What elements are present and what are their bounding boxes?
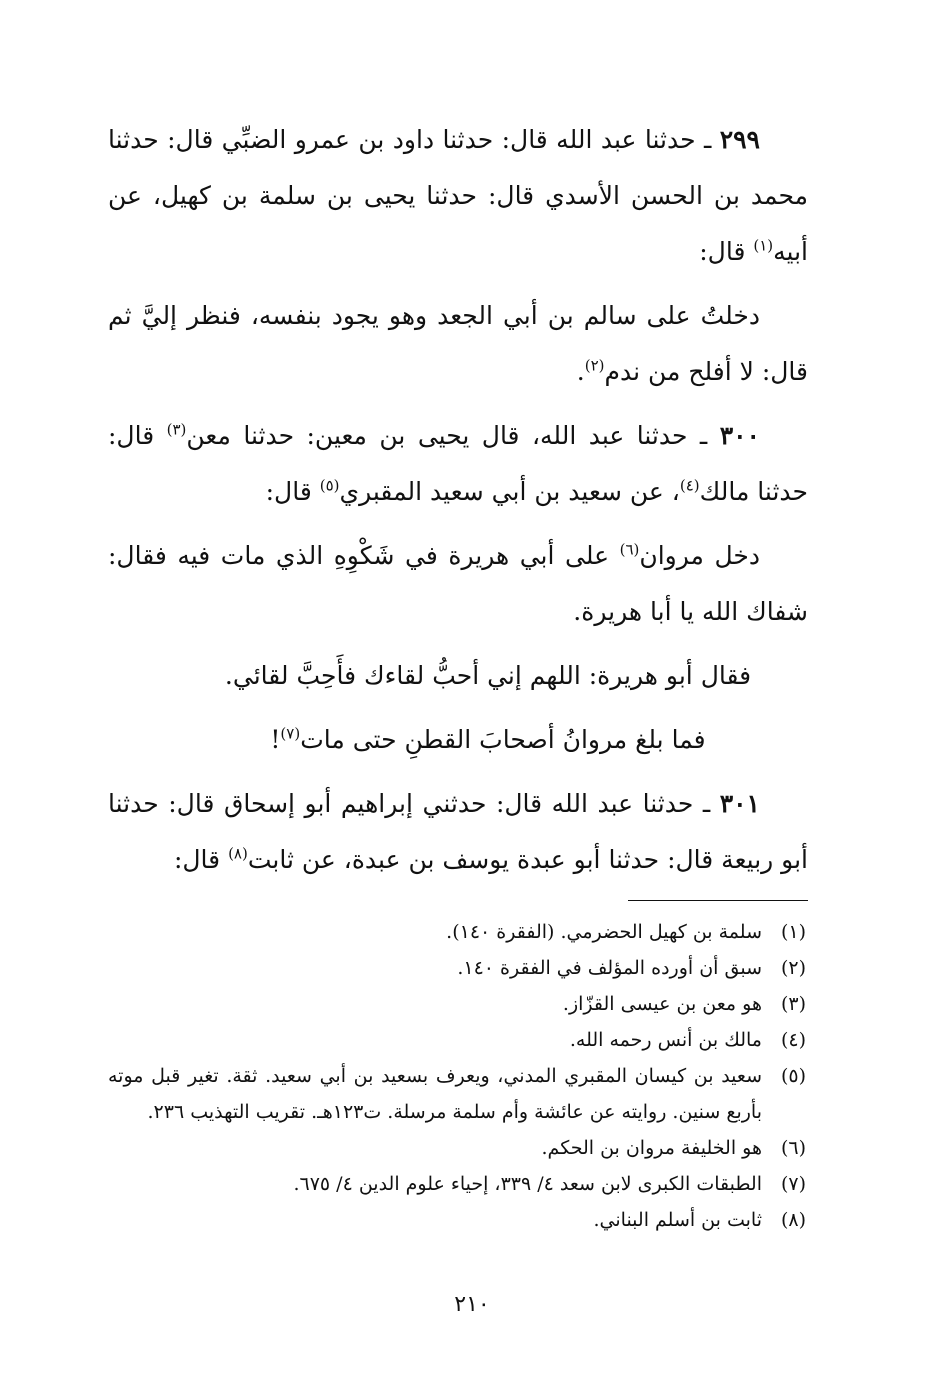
footnote-marker: (٨) [228,844,248,863]
footnote-text: هو الخليفة مروان بن الحكم. [541,1137,762,1159]
footnote [108,1022,808,1058]
paragraph-text: . [576,357,585,386]
paragraph-text: قال: [265,477,320,506]
paragraph-text: فما بلغ مروانُ أصحابَ القطنِ حتى مات [300,725,706,754]
footnote-text: هو معن بن عيسى القزّاز. [562,993,762,1015]
footnote [108,950,808,986]
footnote-number: (٥) [780,1065,806,1087]
paragraph-text: على أبي هريرة في شَكْوِهِ الذي مات فيه فقال: شفاك الله يا أبا هريرة. [108,541,808,626]
footnote-text: سبق أن أورده المؤلف في الفقرة ١٤٠. [457,957,762,979]
main-text [108,112,808,896]
paragraph-text: ـ حدثنا عبد الله، قال يحيى بن معين: حدثنا معن [186,421,720,450]
footnote-number: (٦) [780,1137,806,1159]
footnote-marker: (٧) [280,724,301,743]
paragraph-narration [108,288,808,400]
footnote [108,1130,808,1166]
paragraph-text: دخلتُ على سالم بن أبي الجعد وهو يجود بنفسه، فنظر إليَّ ثم قال: لا أفلح من ندم [108,301,808,386]
paragraph-text: دخل مروان [639,541,761,570]
footnote-text: مالك بن أنس رحمه الله. [569,1029,762,1051]
footnote-number: (١) [780,921,806,943]
footnote-marker: (١) [753,236,774,255]
paragraph-300 [108,408,808,520]
paragraph-text: ـ حدثنا عبد الله قال: حدثنا داود بن عمرو الضبِّي قال: حدثنا محمد بن الحسن الأسدي قال: حدثنا يحيى بن سلمة بن كهيل، عن أبيه [108,125,808,266]
paragraph-text: فقال أبو هريرة: اللهم إني أحبُّ لقاءك فأَحِبَّ لقائي. [224,661,752,690]
footnote-text: سلمة بن كهيل الحضرمي. (الفقرة ١٤٠). [446,921,762,943]
paragraph-text: ! [270,725,281,754]
paragraph-299 [108,112,808,280]
footnote [108,1166,808,1202]
footnote-number: (٣) [780,993,806,1015]
paragraph-text: قال: حدثنا مالك [108,421,808,506]
paragraph-text: قال: [699,237,754,266]
hadith-number: ٣٠٠ [719,421,760,450]
footnote-marker: (٣) [166,420,187,439]
footnote-marker: (٤) [679,476,700,495]
paragraph-quote [108,648,808,704]
footnote-text: الطبقات الكبرى لابن سعد ٤/ ٣٣٩، إحياء علوم الدين ٤/ ٦٧٥. [293,1173,762,1195]
paragraph-text: ـ حدثنا عبد الله قال: حدثني إبراهيم أبو إسحاق قال: حدثنا أبو ربيعة قال: حدثنا أبو عبدة يوسف بن عبدة، عن ثابت [108,789,808,874]
paragraph-301 [108,776,808,888]
paragraph-quote [108,712,808,768]
footnote [108,1058,808,1130]
paragraph-narration [108,528,808,640]
footnote [108,1202,808,1238]
footnotes-list [108,914,808,1238]
page-number: ٢١٠ [454,1292,490,1317]
hadith-number: ٢٩٩ [719,125,760,154]
footnote-marker: (٢) [584,356,605,375]
footnote-number: (٨) [780,1209,806,1231]
footnote [108,986,808,1022]
footnote-marker: (٥) [319,476,340,495]
footnote [108,914,808,950]
footnote-number: (٢) [780,957,806,979]
footnote-marker: (٦) [619,540,640,559]
paragraph-text: قال: [173,845,229,874]
footnote-number: (٤) [780,1029,806,1051]
footnote-text: سعيد بن كيسان المقبري المدني، ويعرف بسعيد بن أبي سعيد. ثقة. تغير قبل موته بأربع سنين. روايته عن عائشة وأم سلمة مرسلة. ت١٢٣هـ. تقريب التهذيب ٢٣٦. [108,1065,762,1123]
footnote-text: ثابت بن أسلم البناني. [593,1209,762,1231]
hadith-number: ٣٠١ [719,789,760,818]
footnote-separator [628,900,808,901]
footnote-number: (٧) [780,1173,806,1195]
paragraph-text: ، عن سعيد بن أبي سعيد المقبري [339,477,680,506]
